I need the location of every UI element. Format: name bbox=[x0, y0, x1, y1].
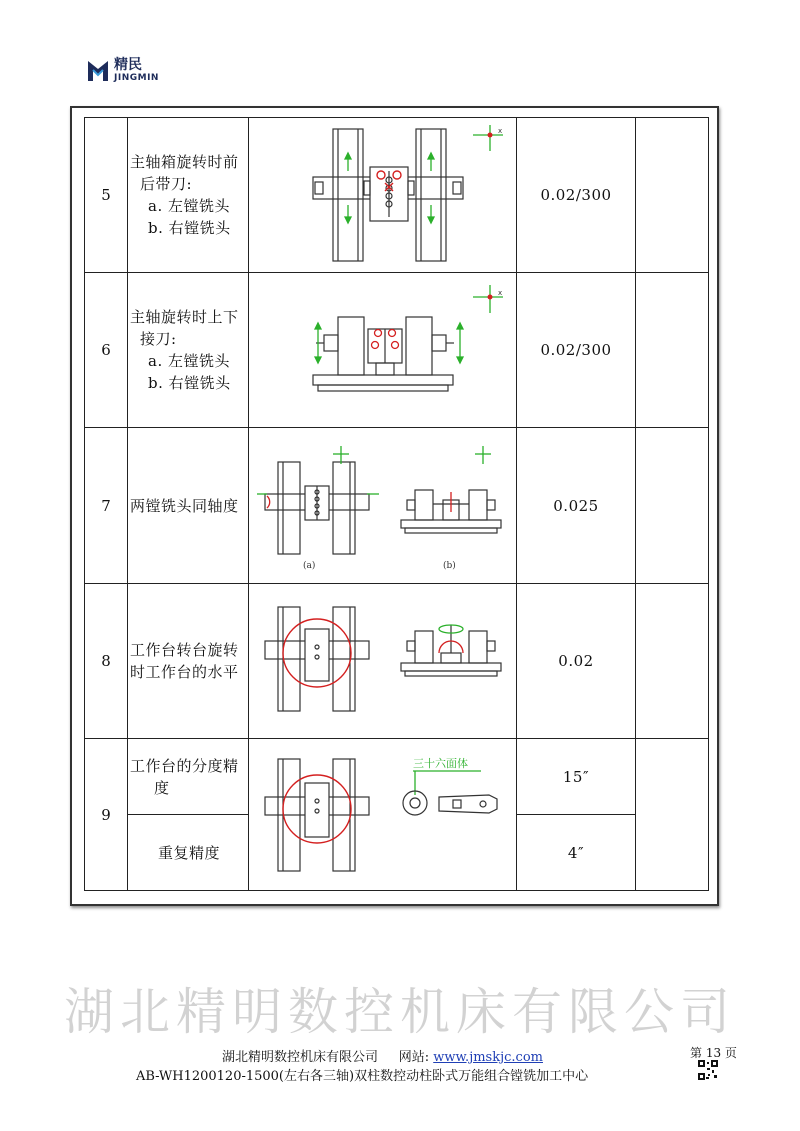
diagram-cell bbox=[249, 584, 517, 739]
indexing-diagram bbox=[253, 745, 513, 885]
coaxiality-diagram bbox=[253, 436, 513, 576]
item-description bbox=[128, 739, 249, 815]
diagram-cell bbox=[249, 428, 517, 584]
row-number: 9 bbox=[85, 739, 128, 891]
model-name: AB-WH1200120-1500(左右各三轴)双柱数控动柱卧式万能组合镗铣加工中心 bbox=[136, 1069, 589, 1084]
item-sub: a. 左镗铣头 bbox=[148, 352, 230, 370]
logo-en: JINGMIN bbox=[114, 73, 159, 83]
figure-label: 三十六面体 bbox=[412, 756, 468, 770]
axis-label: x bbox=[497, 289, 502, 297]
table-row bbox=[85, 273, 709, 428]
spindle-rotation-diagram bbox=[258, 125, 508, 265]
table-row bbox=[85, 739, 709, 815]
page-number: 第 13 页 bbox=[690, 1046, 737, 1060]
item-line: 时工作台的水平 bbox=[130, 663, 239, 681]
item-description bbox=[128, 273, 249, 428]
table-row bbox=[85, 584, 709, 739]
notes-cell bbox=[636, 584, 709, 739]
figure-label: (b) bbox=[442, 560, 456, 571]
row-number: 5 bbox=[85, 118, 128, 273]
figure-label: (a) bbox=[302, 560, 315, 571]
row-number: 7 bbox=[85, 428, 128, 584]
tolerance-value: 4″ bbox=[517, 815, 636, 891]
qr-code-icon bbox=[698, 1060, 718, 1080]
item-description bbox=[128, 428, 249, 584]
item-sub: b. 右镗铣头 bbox=[148, 219, 231, 237]
spindle-updown-diagram bbox=[258, 285, 508, 415]
row-number: 6 bbox=[85, 273, 128, 428]
company-watermark: 湖北精明数控机床有限公司 bbox=[64, 983, 736, 1041]
tolerance-value: 0.02 bbox=[517, 584, 636, 739]
logo-mark-icon bbox=[86, 59, 110, 83]
item-line: 接刀: bbox=[140, 330, 177, 348]
footer-company: 湖北精明数控机床有限公司 bbox=[222, 1050, 379, 1065]
row-number: 8 bbox=[85, 584, 128, 739]
tolerance-value: 0.025 bbox=[517, 428, 636, 584]
spec-table bbox=[84, 117, 709, 891]
tolerance-value: 0.02/300 bbox=[517, 118, 636, 273]
footer-line bbox=[222, 1046, 543, 1065]
table-row bbox=[85, 428, 709, 584]
item-line: 后带刀: bbox=[140, 175, 193, 193]
axis-label: x bbox=[497, 127, 502, 135]
table-row bbox=[85, 118, 709, 273]
company-logo bbox=[86, 58, 159, 83]
item-sub: b. 右镗铣头 bbox=[148, 374, 231, 392]
footer-site-label: 网站: bbox=[398, 1050, 430, 1065]
diagram-cell bbox=[249, 118, 517, 273]
tolerance-value: 15″ bbox=[517, 739, 636, 815]
item-line: 两镗铣头同轴度 bbox=[130, 496, 239, 515]
diagram-cell bbox=[249, 739, 517, 891]
notes-cell bbox=[636, 739, 709, 891]
item-line: 工作台转台旋转 bbox=[130, 641, 239, 659]
notes-cell bbox=[636, 273, 709, 428]
notes-cell bbox=[636, 118, 709, 273]
diagram-cell bbox=[249, 273, 517, 428]
tolerance-value: 0.02/300 bbox=[517, 273, 636, 428]
notes-cell bbox=[636, 428, 709, 584]
table-rotation-diagram bbox=[253, 601, 513, 721]
spec-table-frame bbox=[70, 106, 719, 906]
item-line: 主轴箱旋转时前 bbox=[130, 153, 239, 171]
item-sub: a. 左镗铣头 bbox=[148, 197, 230, 215]
logo-cn: 精民 bbox=[114, 57, 142, 73]
item-description bbox=[128, 118, 249, 273]
item-line: 度 bbox=[154, 778, 170, 797]
item-line: 工作台的分度精 bbox=[130, 756, 239, 775]
item-line: 主轴旋转时上下 bbox=[130, 308, 239, 326]
item-description bbox=[128, 584, 249, 739]
website-link[interactable]: www.jmskjc.com bbox=[433, 1050, 543, 1065]
item-description: 重复精度 bbox=[128, 815, 249, 891]
